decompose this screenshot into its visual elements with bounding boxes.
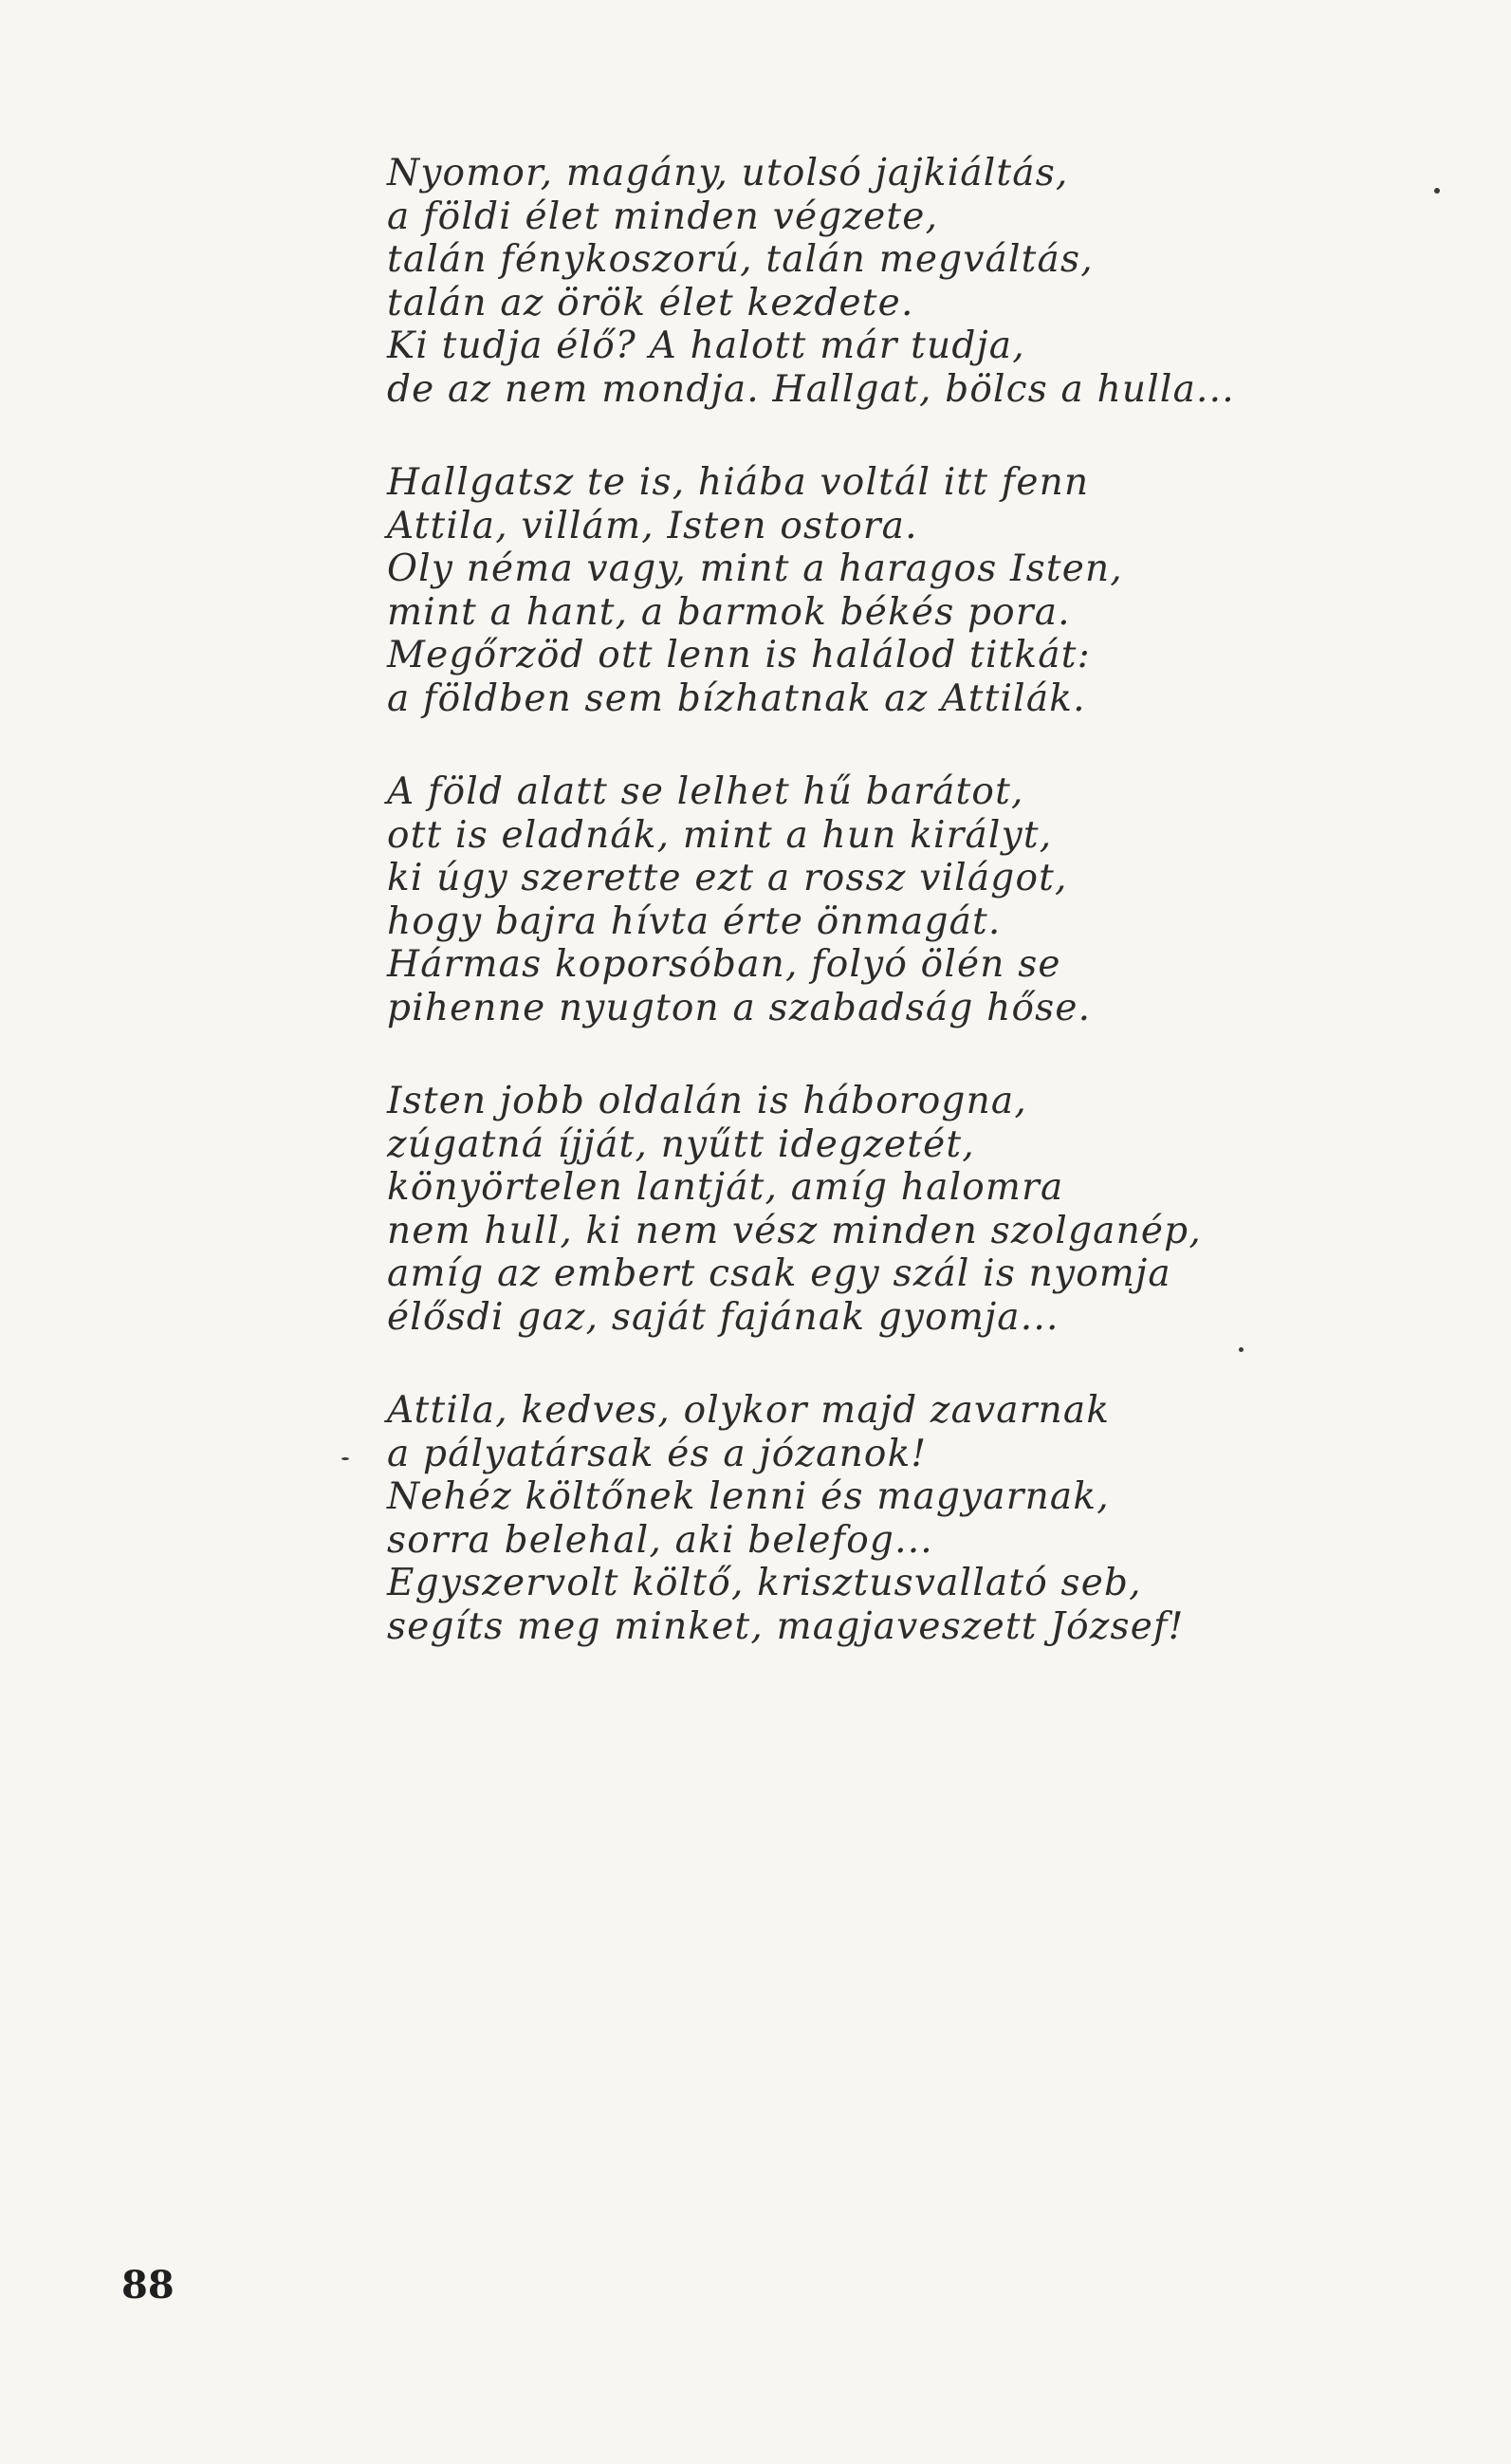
poem-line: de az nem mondja. Hallgat, bölcs a hulla...: [387, 367, 1235, 411]
poem-line: Ki tudja élő? A halott már tudja,: [387, 324, 1025, 367]
poem-line: Hallgatsz te is, hiába voltál itt fenn: [387, 461, 1090, 504]
poem-line: Megőrzöd ott lenn is halálod titkát:: [387, 634, 1091, 676]
poem-line: zúgatná íjját, nyűtt idegzetét,: [387, 1122, 975, 1166]
poem-line: Nyomor, magány, utolsó jajkiáltás,: [387, 152, 1069, 195]
poem-line: ott is eladnák, mint a hun királyt,: [387, 813, 1053, 857]
poem-line: talán fénykoszorú, talán megváltás,: [387, 238, 1094, 281]
poem-line: Oly néma vagy, mint a haragos Isten,: [387, 547, 1123, 590]
poem-line: Hármas koporsóban, folyó ölén se: [387, 943, 1061, 986]
poem-line: A föld alatt se lelhet hű barátot,: [387, 770, 1024, 813]
page-number: 88: [121, 2263, 175, 2307]
poem-line: Nehéz költőnek lenni és magyarnak,: [387, 1475, 1110, 1518]
poem-line: Attila, kedves, olykor majd zavarnak: [387, 1389, 1111, 1432]
poem-line: hogy bajra hívta érte önmagát.: [387, 899, 1002, 943]
poem-line: Attila, villám, Isten ostora.: [387, 504, 918, 547]
poem-line: Egyszervolt költő, krisztusvallató seb,: [387, 1562, 1142, 1604]
poem-line: pihenne nyugton a szabadság hőse.: [387, 986, 1092, 1029]
ink-speck: [341, 1457, 349, 1460]
ink-speck: [1434, 188, 1440, 194]
stanza-1: [387, 152, 1336, 411]
poem-text: [387, 152, 1336, 1698]
poem-line: Isten jobb oldalán is háborogna,: [387, 1080, 1027, 1122]
poem-line: élősdi gaz, saját fajának gyomja...: [387, 1295, 1060, 1339]
poem-line: sorra belehal, aki belefog...: [387, 1518, 933, 1562]
poem-line: a földben sem bízhatnak az Attilák.: [387, 676, 1086, 720]
stanza-5: [387, 1389, 1336, 1648]
poem-line: könyörtelen lantját, amíg halomra: [387, 1166, 1064, 1209]
stanza-4: [387, 1080, 1336, 1339]
poem-line: a földi élet minden végzete,: [387, 195, 939, 238]
poem-line: nem hull, ki nem vész minden szolganép,: [387, 1209, 1202, 1252]
poem-line: a pályatársak és a józanok!: [387, 1432, 928, 1475]
poem-line: ki úgy szerette ezt a rossz világot,: [387, 857, 1068, 899]
poem-line: segíts meg minket, magjaveszett József!: [387, 1604, 1185, 1648]
stanza-3: [387, 770, 1336, 1029]
poem-line: mint a hant, a barmok békés pora.: [387, 590, 1071, 634]
poem-line: talán az örök élet kezdete.: [387, 281, 914, 324]
stanza-2: [387, 461, 1336, 720]
poem-line: amíg az embert csak egy szál is nyomja: [387, 1252, 1171, 1295]
ink-speck: [1239, 1347, 1244, 1352]
